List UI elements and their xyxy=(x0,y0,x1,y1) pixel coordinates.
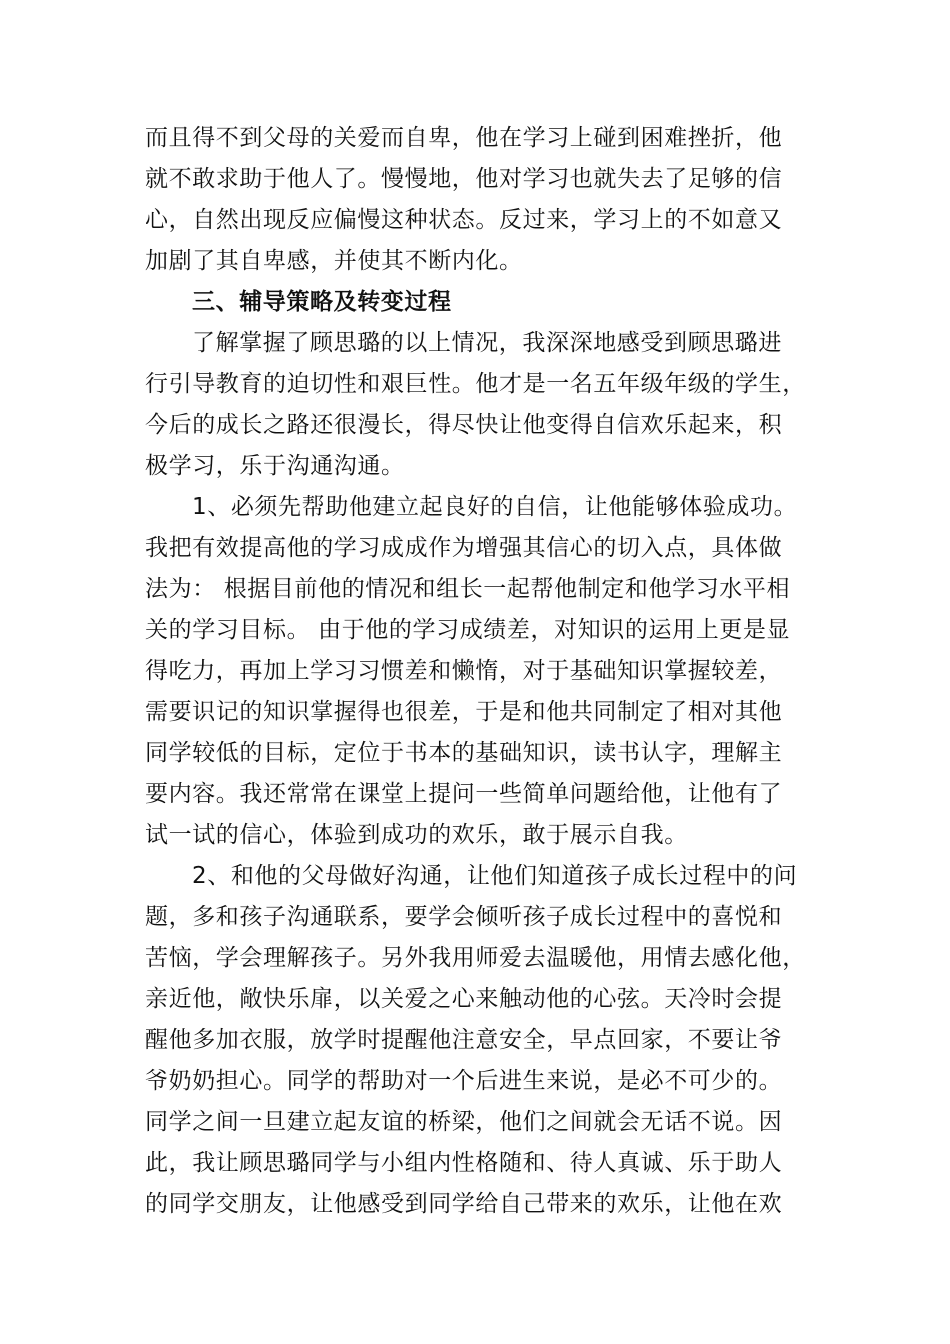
text-line: 要内容。我还常常在课堂上提问一些简单问题给他，让他有了 xyxy=(145,781,783,807)
text-line: 的同学交朋友，让他感受到同学给自己带来的欢乐，让他在欢 xyxy=(145,1191,783,1217)
text-line: 关的学习目标。 由于他的学习成绩差，对知识的运用上更是显 xyxy=(145,617,791,643)
text-line: 今后的成长之路还很漫长，得尽快让他变得自信欢乐起来，积 xyxy=(145,412,783,438)
text-line: 题，多和孩子沟通联系，要学会倾听孩子成长过程中的喜悦和 xyxy=(145,904,783,930)
text-line: 爷奶奶担心。同学的帮助对一个后进生来说，是必不可少的。 xyxy=(145,1068,783,1094)
text-line: 试一试的信心，体验到成功的欢乐，敢于展示自我。 xyxy=(145,822,688,848)
text-line: 醒他多加衣服，放学时提醒他注意安全，早点回家，不要让爷 xyxy=(145,1027,783,1053)
text-line: 就不敢求助于他人了。慢慢地，他对学习也就失去了足够的信 xyxy=(145,166,783,192)
text-line: 加剧了其自卑感，并使其不断内化。 xyxy=(145,248,523,274)
text-line: 了解掌握了顾思璐的以上情况，我深深地感受到顾思璐进 xyxy=(192,330,782,356)
text-line: 得吃力，再加上学习习惯差和懒惰，对于基础知识掌握较差， xyxy=(145,658,783,684)
text-line: 我把有效提高他的学习成成作为增强其信心的切入点，具体做 xyxy=(145,535,783,561)
text-line: 行引导教育的迫切性和艰巨性。他才是一名五年级年级的学生， xyxy=(145,371,806,397)
text-line: 同学较低的目标，定位于书本的基础知识，读书认字，理解主 xyxy=(145,740,783,766)
text-line: 此，我让顾思璐同学与小组内性格随和、待人真诚、乐于助人 xyxy=(145,1150,783,1176)
text-line: 亲近他，敞快乐扉，以关爱之心来触动他的心弦。天冷时会提 xyxy=(145,986,783,1012)
text-line: 法为： 根据目前他的情况和组长一起帮他制定和他学习水平相 xyxy=(145,576,791,602)
text-line: 极学习，乐于沟通沟通。 xyxy=(145,453,405,479)
text-line: 而且得不到父母的关爱而自卑，他在学习上碰到困难挫折，他 xyxy=(145,125,783,151)
section-heading: 三、辅导策略及转变过程 xyxy=(192,289,452,315)
text-line: 1、必须先帮助他建立起良好的自信，让他能够体验成功。 xyxy=(192,494,798,520)
text-line: 苦恼，学会理解孩子。另外我用师爱去温暖他，用情去感化他， xyxy=(145,945,806,971)
text-line: 需要识记的知识掌握得也很差，于是和他共同制定了相对其他 xyxy=(145,699,783,725)
text-line: 同学之间一旦建立起友谊的桥梁，他们之间就会无话不说。因 xyxy=(145,1109,783,1135)
text-line: 心，自然出现反应偏慢这种状态。反过来，学习上的不如意又 xyxy=(145,207,783,233)
text-line: 2、和他的父母做好沟通，让他们知道孩子成长过程中的问 xyxy=(192,863,798,889)
